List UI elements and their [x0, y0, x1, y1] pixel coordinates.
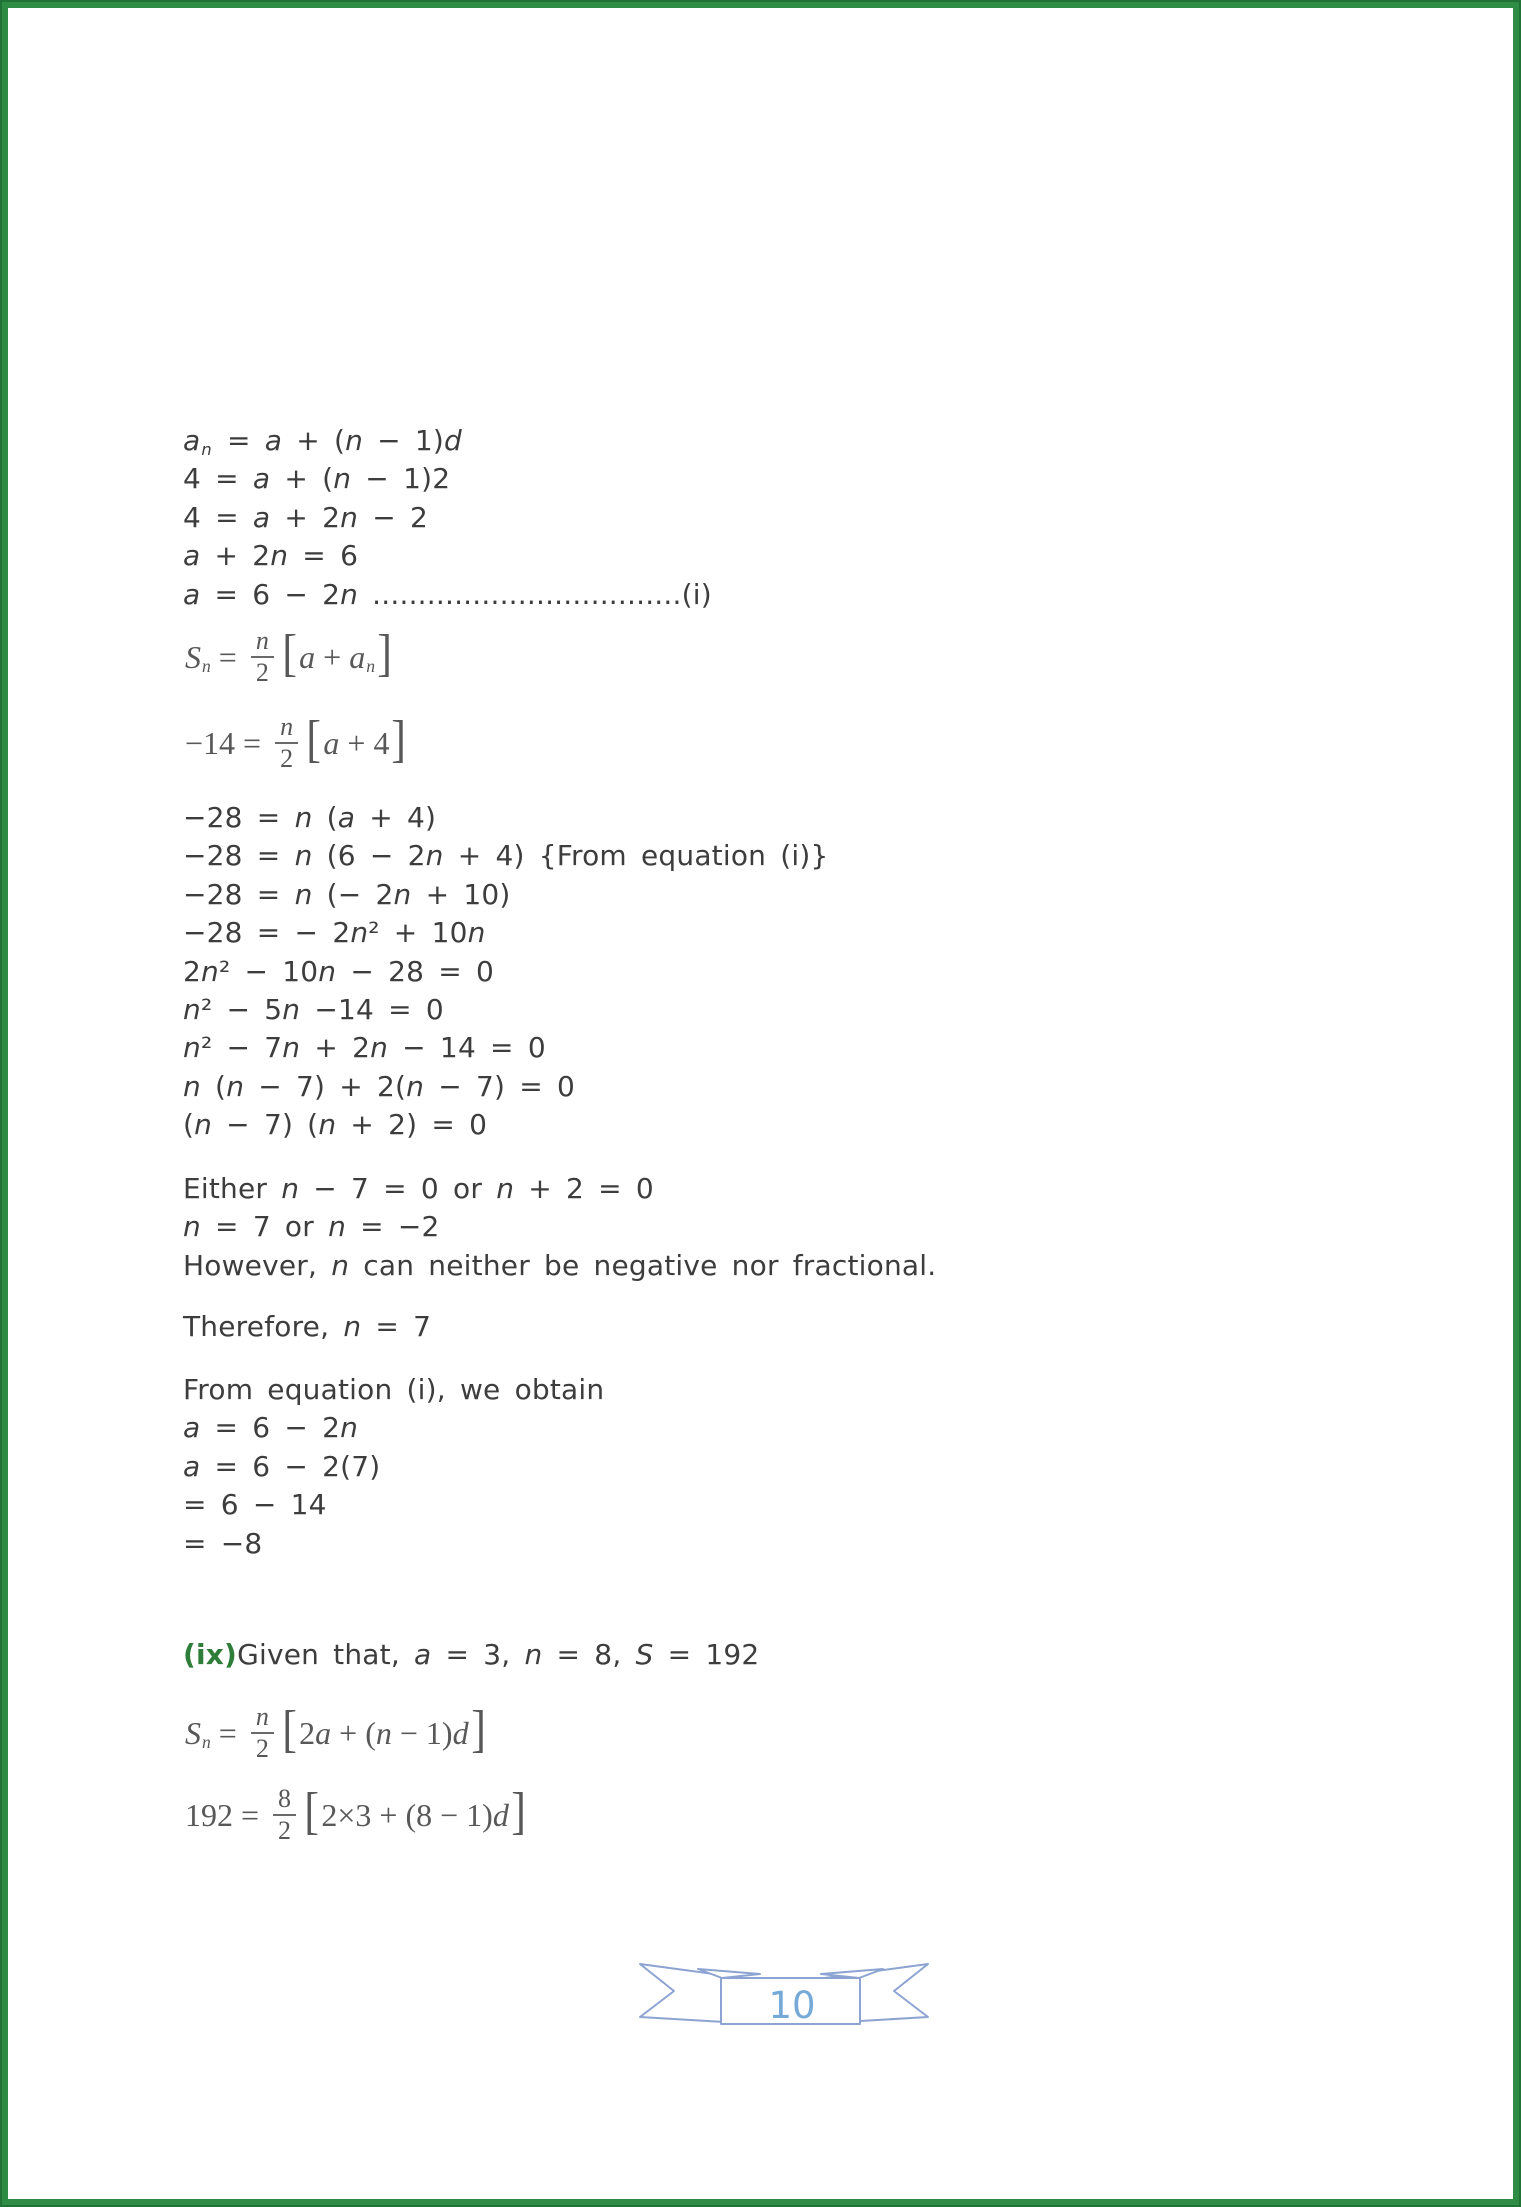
fraction	[251, 1703, 274, 1763]
text-segment: = 6 − 2(7)	[200, 1449, 381, 1483]
text-segment: (6 − 2	[312, 839, 426, 873]
equation-line	[183, 837, 828, 875]
text-segment: n	[194, 1108, 213, 1142]
text-segment: 2	[255, 658, 269, 687]
text-segment: 2×3 + (8 − 1)	[321, 1796, 493, 1833]
text-segment: − 7) (	[212, 1108, 319, 1142]
text-segment: (ix)	[183, 1638, 238, 1671]
text-segment: 2	[255, 1734, 269, 1763]
text-segment: + 2	[200, 539, 271, 573]
text-segment: can neither be negative nor fractional.	[349, 1248, 937, 1282]
text-segment: = −8	[183, 1526, 263, 1560]
text-segment: n	[393, 877, 412, 911]
equation-line	[183, 1170, 936, 1208]
text-segment: = 8,	[542, 1638, 636, 1671]
text-segment: n	[294, 839, 313, 873]
text-segment: ..................................(i)	[358, 577, 712, 611]
equation-line	[183, 1106, 828, 1144]
text-segment: n	[375, 1714, 392, 1751]
text-segment: n	[366, 656, 376, 677]
equation-line	[183, 953, 828, 991]
text-segment: However,	[183, 1248, 332, 1282]
text-segment: a	[183, 424, 201, 457]
text-segment: n	[524, 1638, 543, 1671]
open-bracket: [	[282, 625, 297, 682]
text-segment: − 2	[358, 500, 428, 534]
text-segment: n	[282, 993, 301, 1027]
text-segment: n	[183, 993, 201, 1027]
text-segment: + 2	[270, 500, 341, 534]
text-segment: − 14 = 0	[388, 1031, 546, 1065]
equation-line	[183, 499, 712, 537]
close-bracket: ]	[470, 1701, 486, 1758]
text-segment: n	[318, 954, 337, 988]
equation-line	[183, 1448, 604, 1486]
text-segment: n	[496, 1172, 515, 1205]
formula-inner	[299, 1715, 468, 1752]
text-segment: S	[635, 1638, 654, 1671]
equation-line	[183, 1208, 936, 1246]
equation-line	[183, 537, 712, 575]
text-segment: n	[201, 439, 212, 459]
text-segment: (	[183, 1108, 195, 1142]
formula-inner	[321, 1797, 508, 1834]
equation-line	[183, 1371, 604, 1409]
equation-line	[183, 876, 828, 914]
formula-lhs	[185, 725, 269, 762]
text-segment: =	[210, 1714, 245, 1751]
text-segment: = 192	[653, 1638, 760, 1671]
text-segment: a	[323, 724, 340, 761]
equation-line	[183, 991, 828, 1029]
text-segment: n	[201, 954, 219, 988]
text-segment: a	[337, 801, 356, 834]
text-segment: − 7 = 0 or	[299, 1172, 497, 1205]
paragraph-either-or	[183, 1170, 936, 1285]
text-segment: 2	[280, 744, 294, 773]
text-segment: ² − 5	[200, 993, 283, 1027]
page-number: 10	[768, 1984, 816, 2027]
text-segment: + 2) = 0	[336, 1108, 488, 1142]
paragraph-from-equation	[183, 1371, 604, 1563]
text-segment: = 6 − 2	[200, 577, 341, 611]
text-segment: n	[370, 1031, 389, 1065]
text-segment: (	[200, 1069, 227, 1103]
equation-line	[183, 1409, 604, 1447]
open-bracket: [	[282, 1701, 297, 1758]
text-segment: a	[252, 462, 271, 496]
text-segment: −28 =	[183, 877, 295, 911]
text-segment: n	[340, 1411, 359, 1445]
text-segment: d	[444, 424, 463, 457]
text-segment: a	[252, 500, 271, 534]
close-bracket: ]	[511, 1783, 526, 1840]
text-segment: n	[280, 711, 294, 741]
text-segment: + (	[270, 462, 334, 496]
text-segment: a	[183, 1449, 201, 1483]
text-segment: 2	[183, 954, 202, 988]
text-segment: −14 = 0	[300, 993, 444, 1027]
text-segment: 2	[299, 1714, 316, 1751]
equation-line	[183, 422, 712, 460]
text-segment: = 7	[361, 1310, 432, 1343]
text-segment: −28 =	[183, 801, 295, 834]
text-segment: =	[212, 424, 265, 457]
formula-lhs	[185, 1715, 245, 1752]
text-segment: a	[414, 1638, 432, 1671]
text-segment: n	[328, 1210, 347, 1244]
text-segment: Either	[183, 1172, 282, 1205]
text-segment: = 6 − 14	[183, 1488, 327, 1522]
text-segment: n	[202, 1732, 211, 1753]
fraction	[251, 627, 274, 687]
text-segment: n	[255, 1701, 269, 1731]
text-segment: n	[318, 1108, 337, 1142]
text-segment: − 1)	[363, 424, 445, 457]
text-segment: n	[294, 877, 313, 911]
text-segment: ² − 10	[218, 954, 319, 988]
text-segment: 2	[278, 1816, 292, 1845]
equation-block-nth-term	[183, 422, 712, 614]
text-segment: = −2	[346, 1210, 440, 1244]
text-segment: + 2	[300, 1031, 371, 1065]
text-segment: n	[343, 1310, 362, 1343]
text-segment: n	[183, 1210, 201, 1244]
text-segment: n	[345, 424, 364, 457]
text-segment: n	[282, 1031, 301, 1065]
page-number-ribbon	[636, 1956, 932, 2030]
equation-line	[183, 576, 712, 614]
text-segment: ² + 10	[368, 916, 468, 950]
text-segment: n	[226, 1069, 245, 1103]
text-segment: − 1)2	[351, 462, 451, 496]
text-segment: a	[183, 539, 201, 573]
formula-lhs	[185, 639, 245, 676]
text-segment: − 28 = 0	[336, 954, 495, 988]
text-segment: + 10)	[411, 877, 511, 911]
open-bracket: [	[306, 711, 322, 768]
equation-line	[183, 799, 828, 837]
text-segment: = 6	[288, 539, 359, 573]
text-segment: + 4	[339, 724, 390, 761]
equation-line	[183, 1525, 604, 1563]
text-segment: n	[270, 539, 289, 573]
text-segment: + 4)	[355, 801, 437, 834]
text-segment: 4 =	[183, 462, 253, 496]
text-segment: n	[183, 1031, 201, 1065]
text-segment: S	[185, 638, 201, 675]
fraction	[273, 1785, 296, 1845]
text-segment: −28 = − 2	[183, 916, 351, 950]
text-segment: ² − 7	[200, 1031, 283, 1065]
text-segment: (	[312, 801, 338, 834]
text-segment: d	[492, 1796, 509, 1833]
fraction	[275, 713, 298, 773]
equation-line	[183, 1486, 604, 1524]
text-segment: n	[202, 656, 211, 677]
heading-part-ix	[183, 1636, 759, 1674]
text-segment: Therefore,	[183, 1310, 344, 1343]
text-segment: (− 2	[312, 877, 394, 911]
text-segment: n	[255, 625, 269, 655]
text-segment: a	[183, 577, 201, 611]
text-segment: = 6 − 2	[200, 1411, 341, 1445]
text-segment: + (	[331, 1714, 376, 1751]
equation-line	[183, 1068, 828, 1106]
formula-sn-2a	[185, 1696, 488, 1770]
equation-line	[183, 914, 828, 952]
paragraph-therefore	[183, 1308, 431, 1346]
text-segment: From equation (i), we obtain	[183, 1373, 605, 1406]
text-segment: a	[315, 1714, 332, 1751]
text-segment: Given that,	[237, 1638, 415, 1671]
formula-inner	[323, 725, 389, 762]
text-segment: n	[406, 1069, 425, 1103]
text-segment: + 4) {From equation (i)}	[443, 839, 829, 873]
text-segment: S	[185, 1714, 201, 1751]
text-segment: n	[340, 500, 359, 534]
formula-192	[185, 1778, 528, 1852]
text-segment: n	[333, 462, 352, 496]
text-segment: n	[294, 801, 313, 834]
text-segment: 192 =	[185, 1796, 268, 1833]
equation-line	[183, 1247, 936, 1285]
text-segment: =	[210, 638, 245, 675]
close-bracket: ]	[391, 711, 407, 768]
text-segment: −14 =	[185, 724, 270, 761]
equation-line	[183, 1308, 431, 1346]
close-bracket: ]	[377, 625, 393, 682]
text-segment: a	[349, 638, 366, 675]
text-segment: a	[299, 638, 316, 675]
open-bracket: [	[304, 1783, 320, 1840]
text-segment: = 7 or	[200, 1210, 329, 1244]
text-segment: 4 =	[183, 500, 253, 534]
text-segment: a	[264, 424, 283, 457]
formula-minus14	[185, 706, 409, 780]
text-segment: n	[281, 1172, 300, 1205]
equation-line	[183, 460, 712, 498]
formula-inner	[299, 639, 375, 676]
text-segment: a	[183, 1411, 201, 1445]
text-segment: = 3,	[431, 1638, 525, 1671]
page-sheet	[2, 2, 1519, 2205]
text-segment: − 7) = 0	[424, 1069, 575, 1103]
text-segment: − 7) + 2(	[244, 1069, 407, 1103]
text-segment: + (	[282, 424, 346, 457]
text-segment: − 1)	[391, 1714, 453, 1751]
text-segment: n	[350, 916, 369, 950]
equation-line	[183, 1029, 828, 1067]
text-segment: +	[315, 638, 350, 675]
text-segment: 8	[278, 1783, 292, 1813]
text-segment: + 2 = 0	[514, 1172, 654, 1205]
text-segment: n	[331, 1248, 350, 1282]
text-segment: −28 =	[183, 839, 295, 873]
text-segment: n	[425, 839, 444, 873]
text-segment: n	[340, 577, 359, 611]
formula-lhs	[185, 1797, 267, 1834]
text-segment: d	[452, 1714, 469, 1751]
text-segment: n	[467, 916, 486, 950]
text-segment: n	[183, 1069, 201, 1103]
equation-block-quadratic	[183, 799, 828, 1145]
formula-sn-a-plus-an	[185, 620, 394, 694]
